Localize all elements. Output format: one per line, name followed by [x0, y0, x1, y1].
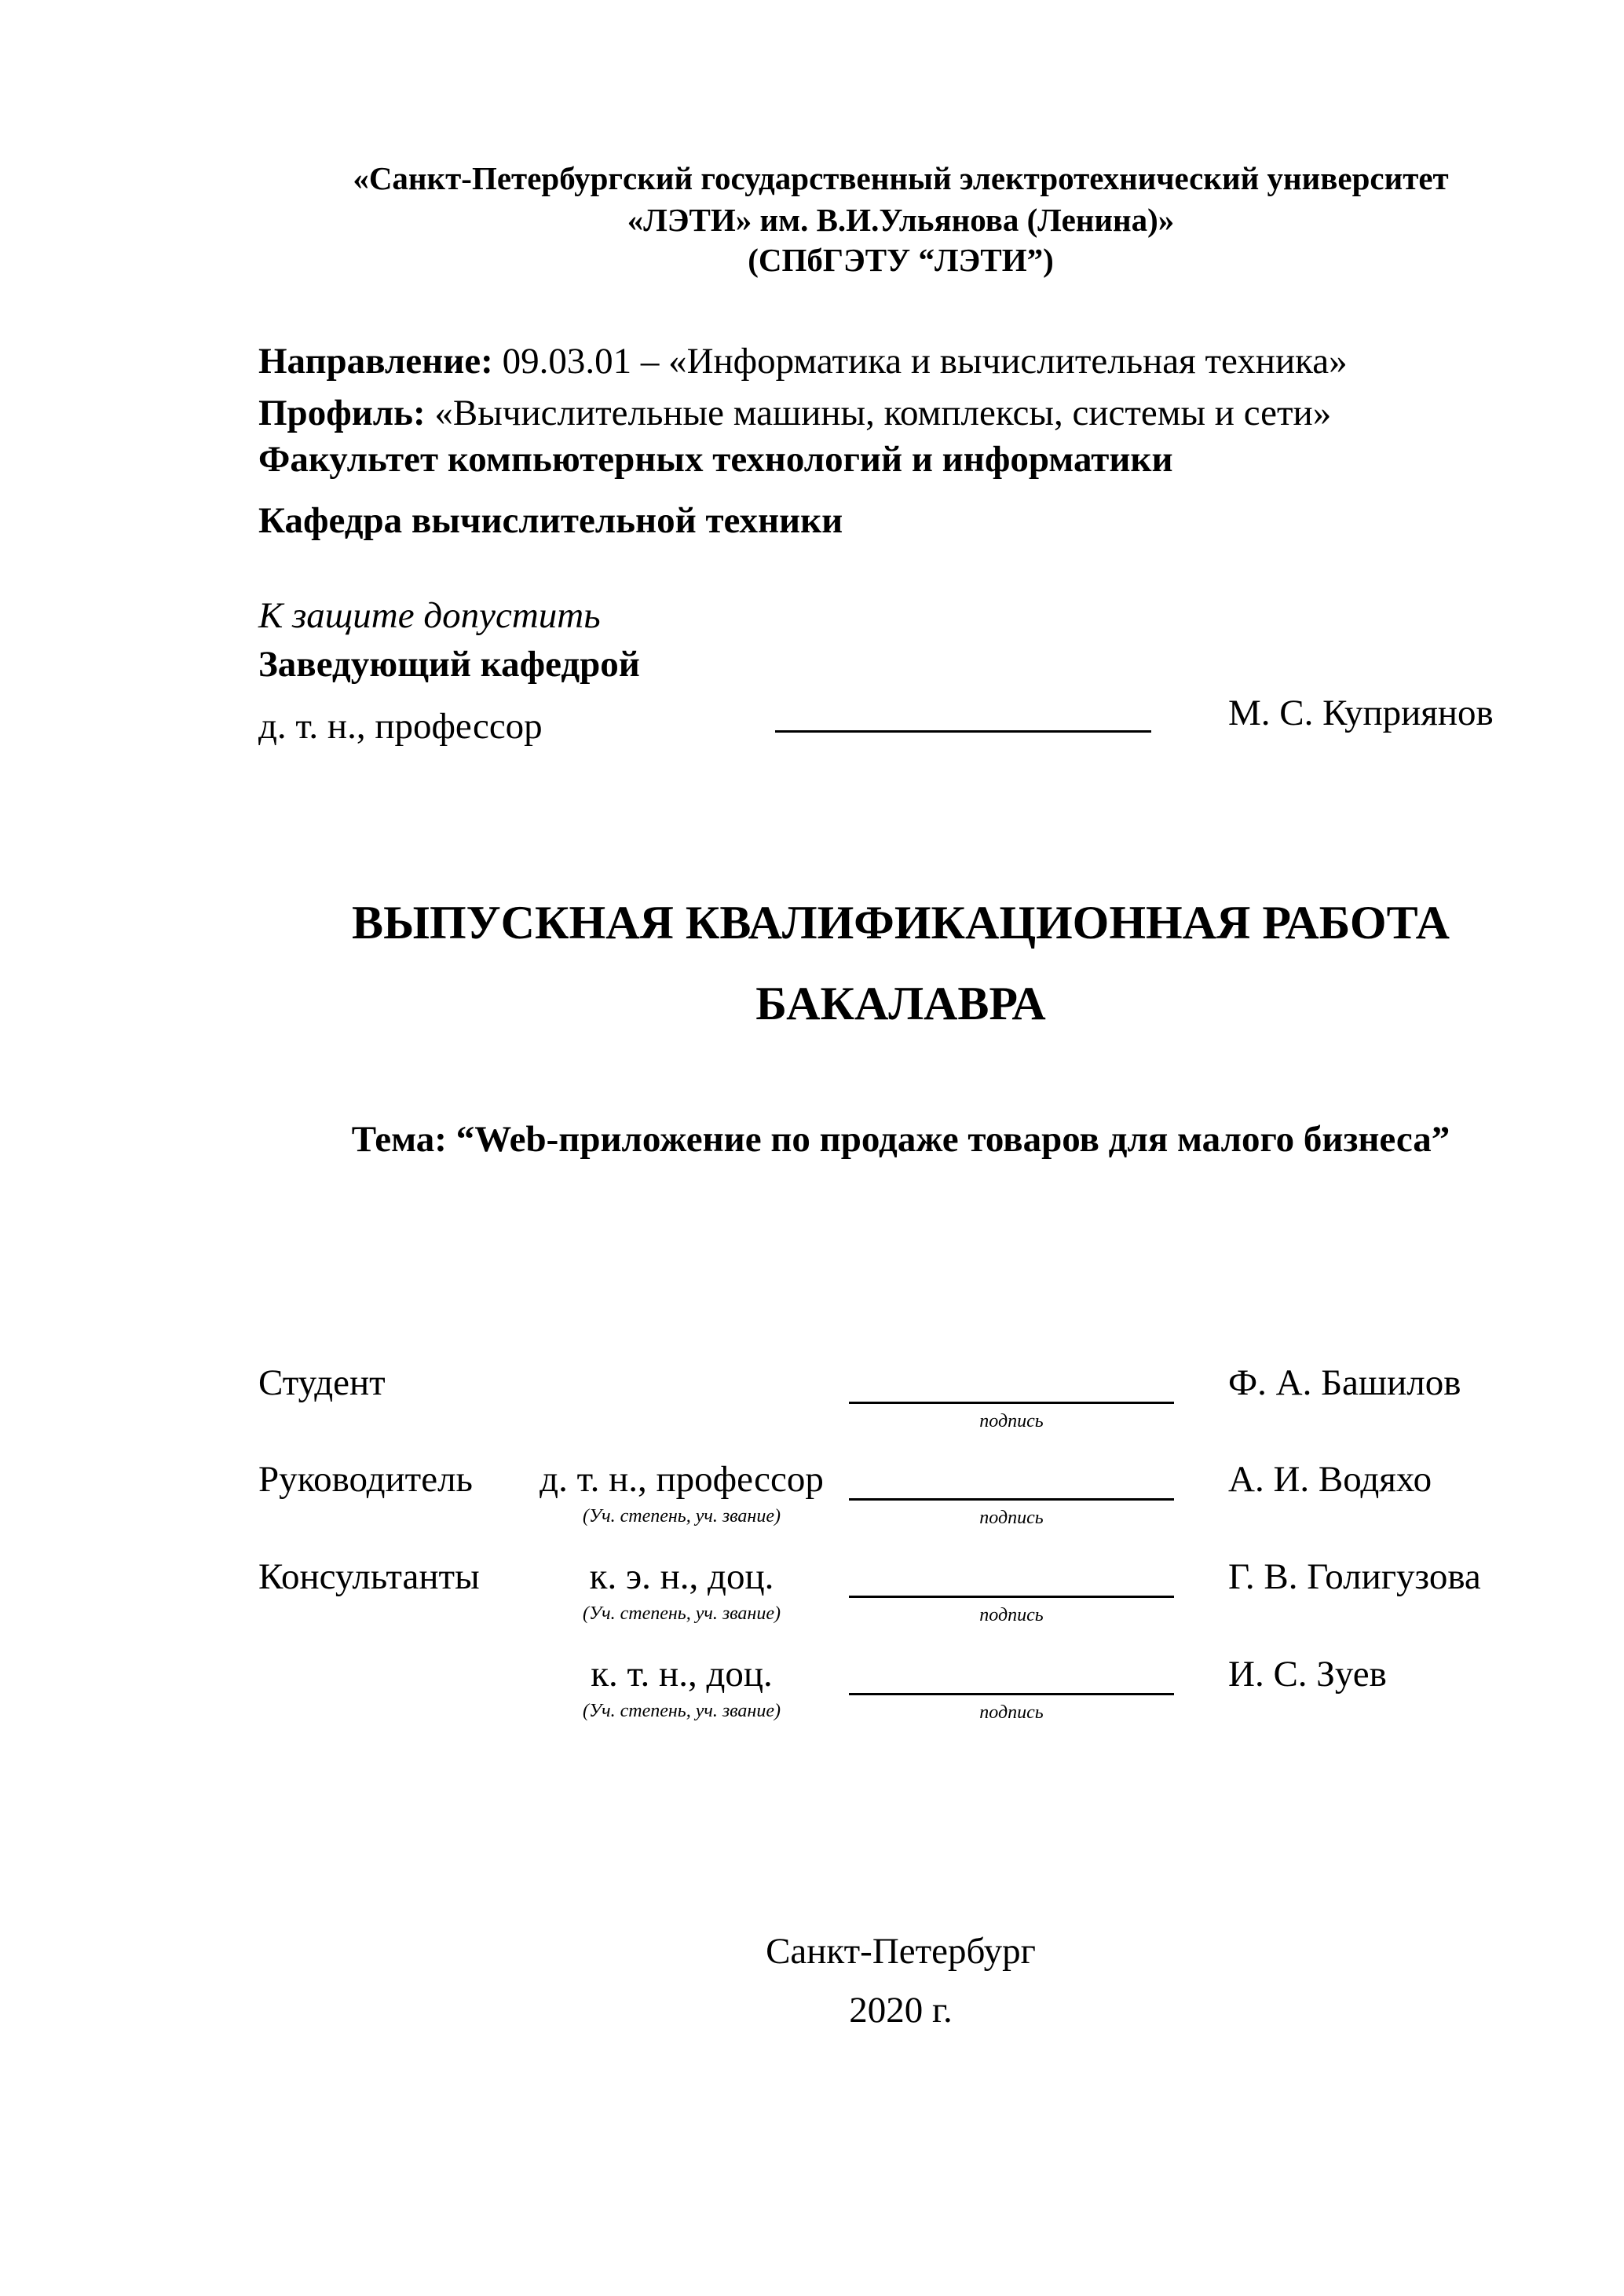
university-name-line1: «Санкт-Петербургский государственный электротехнический университет: [353, 160, 1449, 196]
signature-role: Руководитель: [258, 1459, 473, 1500]
head-degree: д. т. н., профессор: [258, 706, 543, 747]
signature-role: Консультанты: [258, 1556, 480, 1597]
degree-caption: (Уч. степень, уч. звание): [583, 1701, 781, 1721]
admit-text: К защите допустить: [258, 595, 601, 636]
direction-value: 09.03.01 – «Информатика и вычислительная техника»: [492, 341, 1348, 382]
signature-line: [849, 1402, 1174, 1404]
department: Кафедра вычислительной техники: [258, 500, 843, 541]
faculty: Факультет компьютерных технологий и информатики: [258, 439, 1173, 480]
signature-name: И. С. Зуев: [1228, 1654, 1387, 1695]
profile-line: [258, 395, 1331, 432]
signature-degree: к. э. н., доц.: [589, 1556, 774, 1597]
signature-degree: д. т. н., профессор: [540, 1459, 824, 1500]
university-abbrev: (СПбГЭТУ “ЛЭТИ”): [748, 242, 1054, 278]
head-name: М. С. Куприянов: [1228, 693, 1494, 733]
signature-name: Г. В. Голигузова: [1228, 1556, 1481, 1597]
signature-degree: к. т. н., доц.: [591, 1654, 773, 1695]
direction-label: Направление:: [258, 341, 493, 382]
signature-line: [849, 1693, 1174, 1695]
direction-line: [258, 343, 1348, 380]
profile-value: «Вычислительные машины, комплексы, системы и сети»: [425, 393, 1332, 433]
signature-line: [849, 1498, 1174, 1501]
year: 2020 г.: [849, 1990, 953, 2031]
signature-line: [849, 1596, 1174, 1598]
title-line1: ВЫПУСКНАЯ КВАЛИФИКАЦИОННАЯ РАБОТА: [352, 897, 1450, 949]
title-line2: БАКАЛАВРА: [755, 978, 1046, 1029]
head-title: Заведующий кафедрой: [258, 644, 640, 685]
degree-caption: (Уч. степень, уч. звание): [583, 1506, 781, 1526]
university-name-line2: «ЛЭТИ» им. В.И.Ульянова (Ленина)»: [627, 202, 1175, 238]
signature-caption: подпись: [979, 1508, 1044, 1528]
profile-label: Профиль:: [258, 393, 426, 433]
head-signature-line: [775, 730, 1151, 733]
signature-role: Студент: [258, 1362, 386, 1403]
signature-caption: подпись: [979, 1605, 1044, 1625]
signature-caption: подпись: [979, 1411, 1044, 1431]
signature-caption: подпись: [979, 1702, 1044, 1723]
city: Санкт-Петербург: [766, 1931, 1036, 1972]
degree-caption: (Уч. степень, уч. звание): [583, 1603, 781, 1624]
signature-name: Ф. А. Башилов: [1228, 1362, 1461, 1403]
signature-name: А. И. Водяхо: [1228, 1459, 1432, 1500]
topic: Тема: “Web-приложение по продаже товаров для малого бизнеса”: [351, 1119, 1450, 1160]
